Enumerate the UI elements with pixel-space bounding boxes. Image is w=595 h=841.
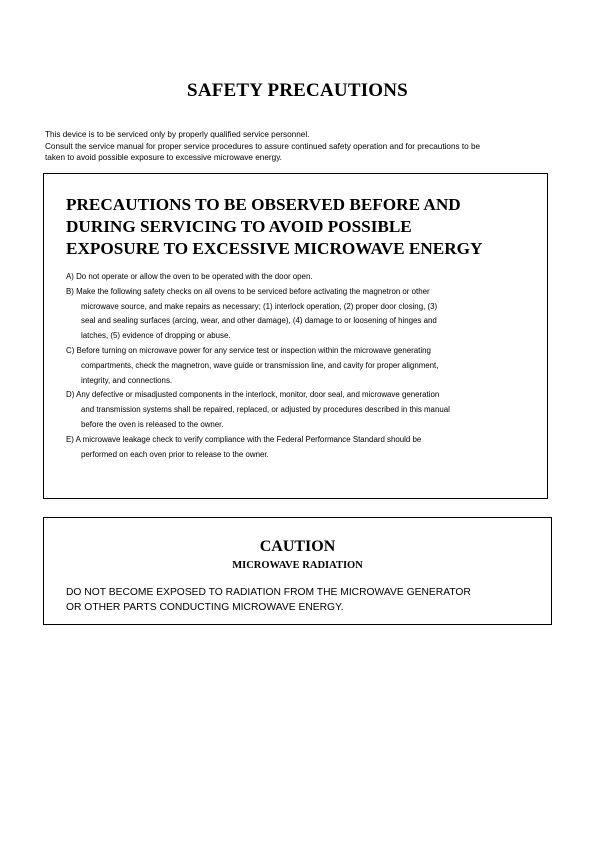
intro-line: This device is to be serviced only by properly qualified service personnel. <box>45 130 310 139</box>
precautions-heading-line: EXPOSURE TO EXCESSIVE MICROWAVE ENERGY <box>66 239 483 258</box>
precautions-heading <box>66 194 536 260</box>
precaution-item-line: latches, (5) evidence of dropping or abuse. <box>81 331 231 341</box>
page-title: SAFETY PRECAUTIONS <box>187 80 408 101</box>
caution-text-line: DO NOT BECOME EXPOSED TO RADIATION FROM THE MICROWAVE GENERATOR <box>66 587 471 598</box>
precaution-item-line: seal and sealing surfaces (arcing, wear, and other damage), (4) damage to or loosening of hinges and <box>81 316 437 326</box>
intro-line: taken to avoid possible exposure to excessive microwave energy. <box>45 153 282 163</box>
precautions-box <box>43 173 548 499</box>
caution-text <box>66 585 536 615</box>
precaution-item-line: A) Do not operate or allow the oven to be operated with the door open. <box>66 272 313 281</box>
caution-title: CAUTION <box>259 538 336 555</box>
caution-subtitle: MICROWAVE RADIATION <box>232 560 363 571</box>
caution-text-line: OR OTHER PARTS CONDUCTING MICROWAVE ENERGY. <box>66 602 344 613</box>
precaution-item <box>66 344 536 388</box>
precautions-list <box>66 270 536 462</box>
precautions-heading-line: DURING SERVICING TO AVOID POSSIBLE <box>66 217 412 236</box>
precaution-item-line: compartments, check the magnetron, wave guide or transmission line, and cavity for proper alignment, <box>81 360 439 370</box>
precaution-item <box>66 285 536 344</box>
precaution-item-line: B) Make the following safety checks on all ovens to be serviced before activating the magnetron or other <box>66 286 430 296</box>
intro-text <box>45 129 560 164</box>
precaution-item-line: D) Any defective or misadjusted components in the interlock, monitor, door seal, and microwave generation <box>66 390 440 400</box>
precaution-item-line: C) Before turning on microwave power for any service test or inspection within the microwave generating <box>66 345 431 355</box>
precaution-item-line: microwave source, and make repairs as necessary; (1) interlock operation, (2) proper door closing, (3) <box>81 301 438 311</box>
precaution-item-line: and transmission systems shall be repaired, replaced, or adjusted by procedures described in this manual <box>81 405 450 415</box>
caution-box <box>43 517 552 625</box>
precaution-item-line: integrity, and connections. <box>81 375 173 385</box>
precaution-item-line: before the oven is released to the owner. <box>81 419 224 429</box>
precaution-item-line: E) A microwave leakage check to verify compliance with the Federal Performance Standard should be <box>66 434 422 444</box>
precautions-heading-line: PRECAUTIONS TO BE OBSERVED BEFORE AND <box>66 195 461 214</box>
precaution-item <box>66 270 536 285</box>
precaution-item <box>66 388 536 432</box>
precaution-item <box>66 433 536 463</box>
precaution-item-line: performed on each oven prior to release to the owner. <box>81 449 269 459</box>
intro-line: Consult the service manual for proper service procedures to assure continued safety operation and for precautions to be <box>45 141 481 151</box>
